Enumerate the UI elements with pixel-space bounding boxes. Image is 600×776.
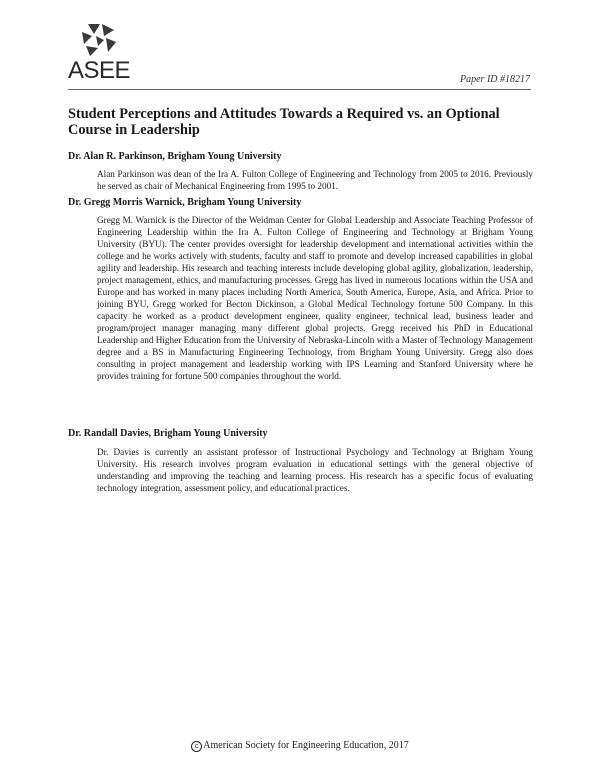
author-bio-1: Alan Parkinson was dean of the Ira A. Fulton College of Engineering and Technology from 2005 to 2016. Previously he served as chair of Mechanical Engineering from 1995 to 2001. [97,169,533,191]
footer [0,740,600,752]
author-name-2: Dr. Gregg Morris Warnick, Brigham Young University [68,197,302,208]
copyright-icon: c [191,741,202,752]
author-name-3: Dr. Randall Davies, Brigham Young University [68,428,268,439]
asee-logo-icon [76,22,120,58]
paper-title: Student Perceptions and Attitudes Towards a Required vs. an Optional Course in Leadership [68,106,500,138]
author-bio-3: Dr. Davies is currently an assistant professor of Instructional Psychology and Technology at Brigham Young University. His research involves program evaluation in educational settings with the general objective of understanding and improving the teaching and learning process. His research has a specific focus of evaluating technology integration, assessment policy, and educational practices. [97,447,533,493]
logo-text: ASEE [68,57,131,84]
author-bio-2: Gregg M. Warnick is the Director of the Weidman Center for Global Leadership and Associate Teaching Professor of Engineering Leadership within the Ira A. Fulton College of Engineering and Technology at Brigham Young University (BYU). The center provides oversight for leadership development and international activities within the college and he works actively with students, faculty and staff to promote and develop increased capabilities in global agility and leadership. His research and teaching interests include developing global agility, globalization, leadership, project management, ethics, and manufacturing processes. Gregg has lived in numerous locations within the USA and Europe and has worked in many places including North America, South America, Europe, Asia, and Africa. Prior to joining BYU, Gregg worked for Becton Dickinson, a Global Medical Technology fortune 500 Company. In this capacity he worked as a product development engineer, quality engineer, technical lead, business leader and program/project manager managing many different global projects. Gregg received his PhD in Educational Leadership and Higher Education from the University of Nebraska-Lincoln with a Master of Technology Management degree and a BS in Manufacturing Engineering Technology, from Brigham Young University. Gregg also does consulting in project management and leadership working with IPS Learning and Stanford University where he provides training for fortune 500 companies throughout the world. [97,215,533,381]
footer-text: American Society for Engineering Education, 2017 [203,740,409,751]
paper-id: Paper ID #18217 [460,74,530,85]
author-name-1: Dr. Alan R. Parkinson, Brigham Young University [68,151,282,162]
header-rule [68,89,531,90]
